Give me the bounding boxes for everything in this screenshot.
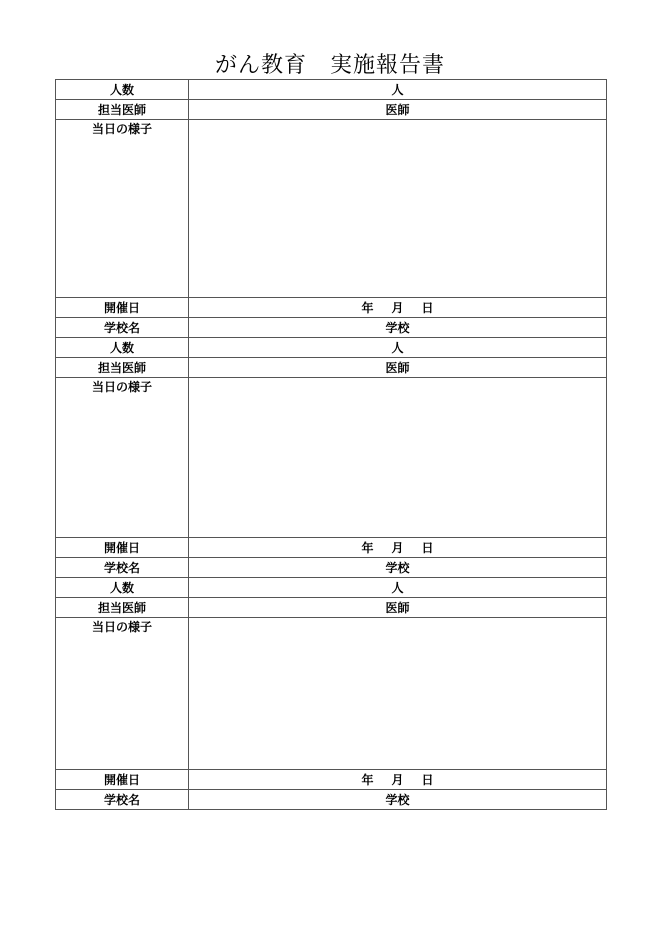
school-field[interactable]: 学校 <box>189 790 607 810</box>
month-unit: 月 <box>391 300 404 315</box>
row-situation-3 <box>56 618 607 770</box>
row-school-2 <box>56 558 607 578</box>
report-table <box>55 79 607 810</box>
label-date: 開催日 <box>56 538 189 558</box>
school-field[interactable]: 学校 <box>189 318 607 338</box>
page-title: がん教育 実施報告書 <box>214 53 445 78</box>
label-doctor: 担当医師 <box>56 100 189 120</box>
doctor-field[interactable]: 医師 <box>189 358 607 378</box>
year-unit: 年 <box>361 300 374 315</box>
label-school-name: 学校名 <box>56 558 189 578</box>
month-unit: 月 <box>391 540 404 555</box>
year-unit: 年 <box>361 540 374 555</box>
date-field[interactable] <box>189 298 607 318</box>
people-field[interactable]: 人 <box>189 338 607 358</box>
people-field[interactable]: 人 <box>189 578 607 598</box>
row-doctor-3 <box>56 598 607 618</box>
label-date: 開催日 <box>56 298 189 318</box>
day-unit: 日 <box>421 772 434 787</box>
row-school-1 <box>56 318 607 338</box>
people-field[interactable]: 人 <box>189 80 607 100</box>
label-situation: 当日の様子 <box>56 618 189 770</box>
label-situation: 当日の様子 <box>56 120 189 298</box>
date-field[interactable] <box>189 770 607 790</box>
label-people: 人数 <box>56 338 189 358</box>
label-school-name: 学校名 <box>56 790 189 810</box>
situation-field[interactable] <box>189 378 607 538</box>
row-situation-2 <box>56 378 607 538</box>
situation-field[interactable] <box>189 618 607 770</box>
label-people: 人数 <box>56 578 189 598</box>
day-unit: 日 <box>421 540 434 555</box>
row-date-2 <box>56 538 607 558</box>
situation-field[interactable] <box>189 120 607 298</box>
row-doctor-2 <box>56 358 607 378</box>
row-people-3 <box>56 578 607 598</box>
row-date-3 <box>56 770 607 790</box>
label-situation: 当日の様子 <box>56 378 189 538</box>
label-people: 人数 <box>56 80 189 100</box>
year-unit: 年 <box>361 772 374 787</box>
label-doctor: 担当医師 <box>56 598 189 618</box>
row-doctor-1 <box>56 100 607 120</box>
row-school-3 <box>56 790 607 810</box>
row-people-2 <box>56 338 607 358</box>
date-field[interactable] <box>189 538 607 558</box>
row-people-1 <box>56 80 607 100</box>
label-school-name: 学校名 <box>56 318 189 338</box>
month-unit: 月 <box>391 772 404 787</box>
doctor-field[interactable]: 医師 <box>189 100 607 120</box>
day-unit: 日 <box>421 300 434 315</box>
row-date-1 <box>56 298 607 318</box>
row-situation-1 <box>56 120 607 298</box>
label-doctor: 担当医師 <box>56 358 189 378</box>
school-field[interactable]: 学校 <box>189 558 607 578</box>
doctor-field[interactable]: 医師 <box>189 598 607 618</box>
label-date: 開催日 <box>56 770 189 790</box>
